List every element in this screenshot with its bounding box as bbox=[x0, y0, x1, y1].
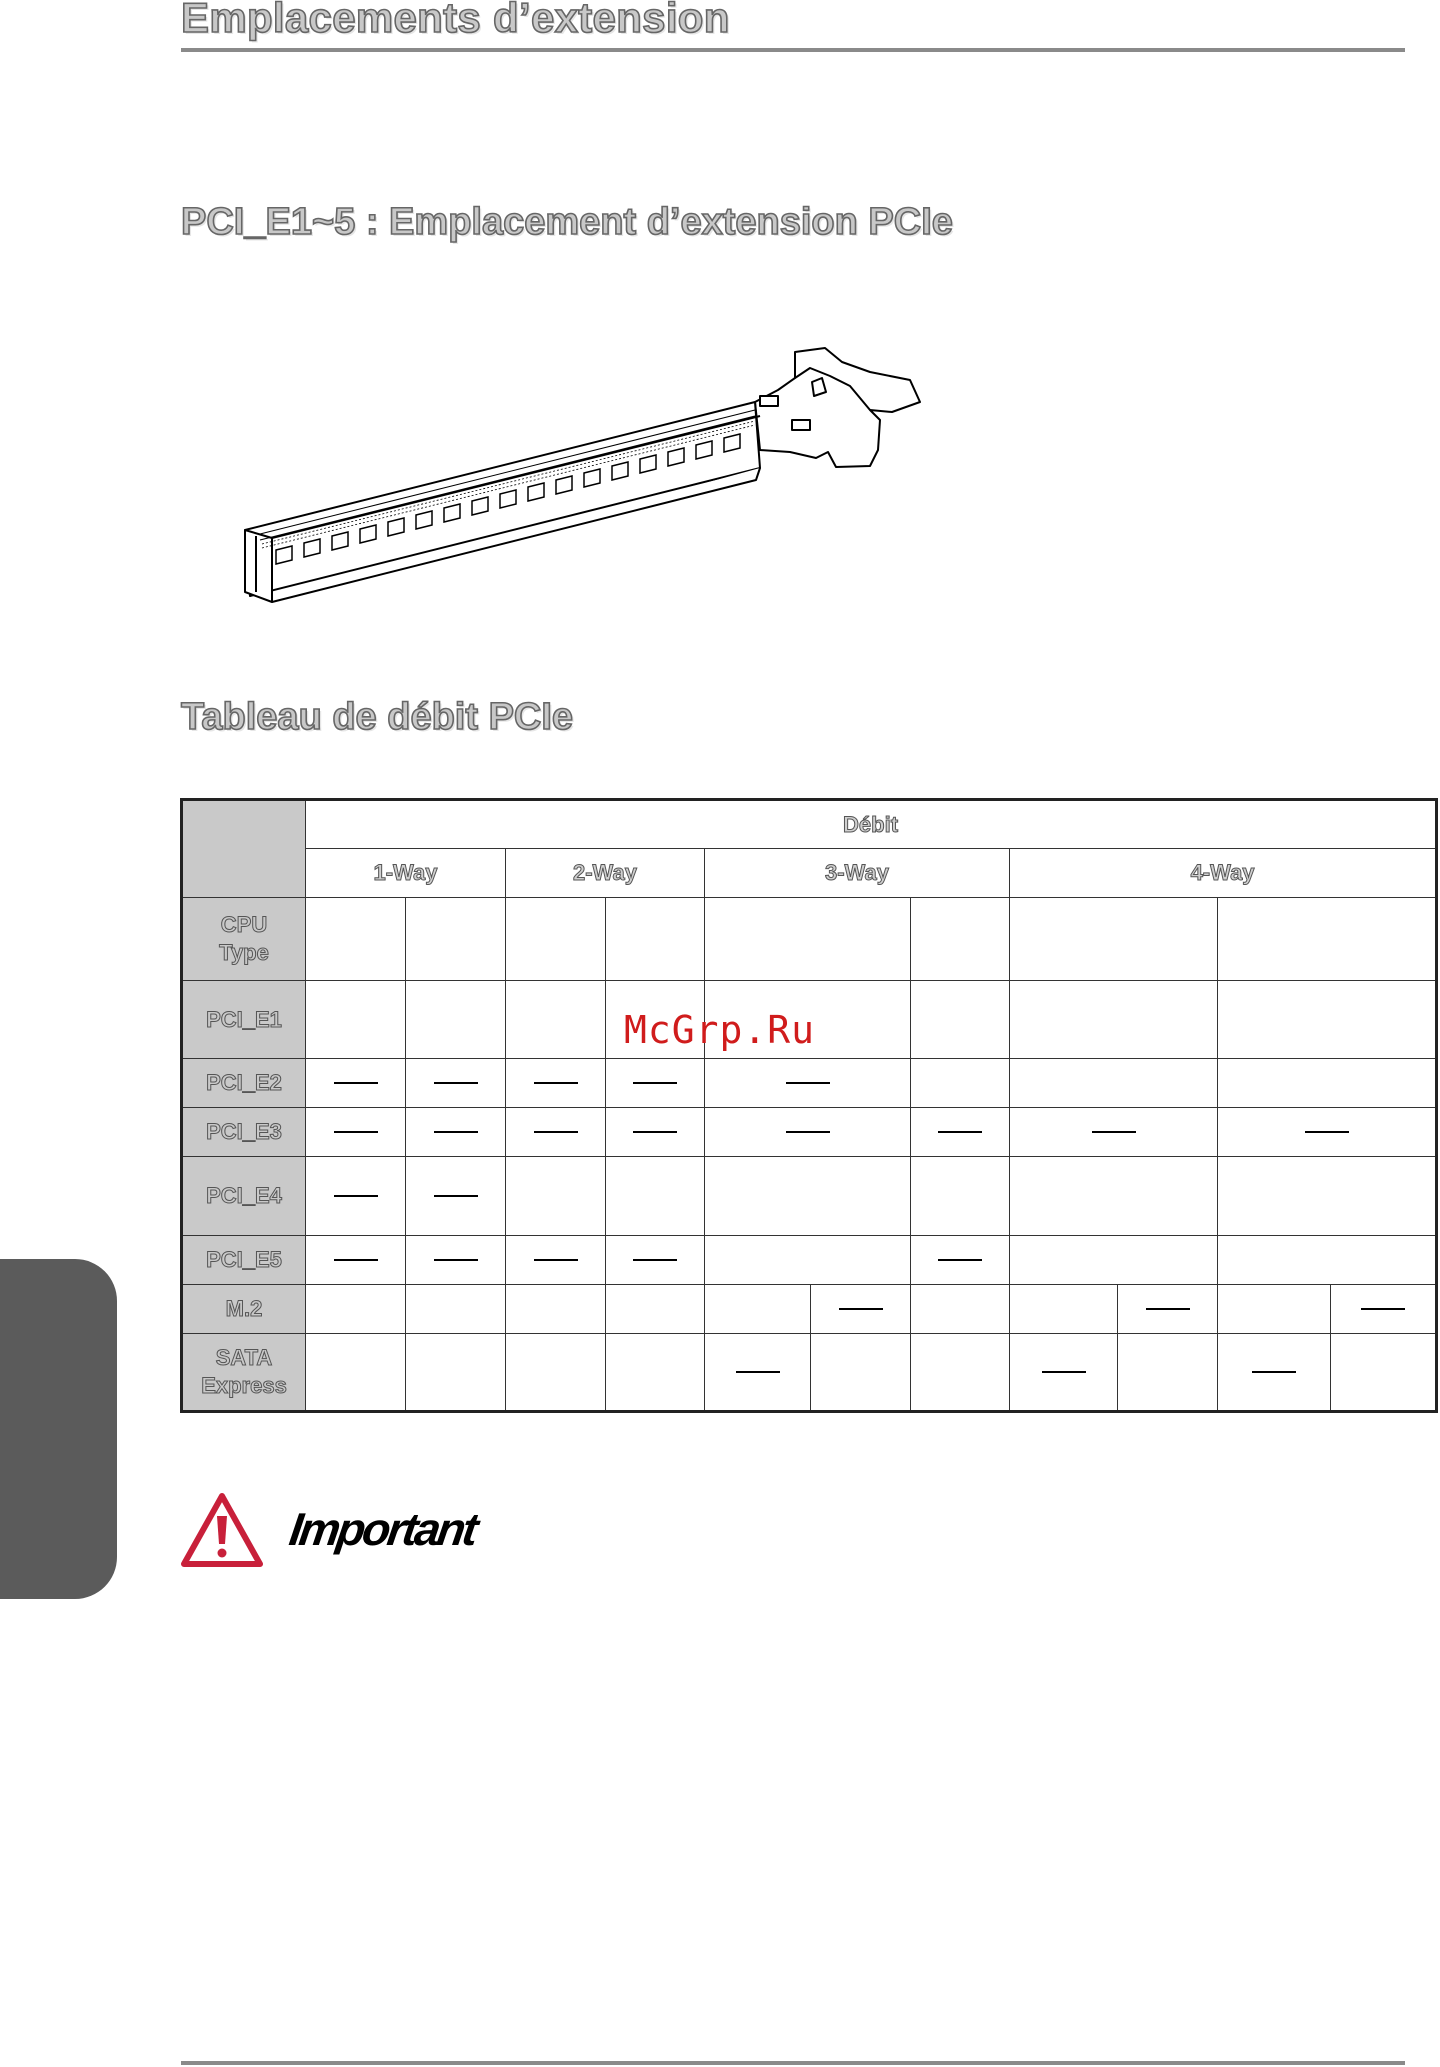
table-row bbox=[182, 1285, 1437, 1334]
watermark-text: McGrp.Ru bbox=[624, 1008, 816, 1052]
dash-mark bbox=[334, 1195, 378, 1197]
dash-mark bbox=[1042, 1371, 1086, 1373]
dash-mark bbox=[434, 1195, 478, 1197]
chapter-tab bbox=[0, 1259, 117, 1599]
dash-mark bbox=[1146, 1308, 1190, 1310]
way-header: 4-Way bbox=[1010, 849, 1437, 898]
dash-mark bbox=[1092, 1131, 1136, 1133]
row-header-pci-e3: PCI_E3 bbox=[182, 1108, 306, 1157]
page-title: Emplacements d’extension bbox=[181, 0, 730, 41]
row-header-pci-e4: PCI_E4 bbox=[182, 1157, 306, 1236]
dash-mark bbox=[1361, 1308, 1405, 1310]
table-row bbox=[182, 1108, 1437, 1157]
dash-mark bbox=[786, 1131, 830, 1133]
table-row bbox=[182, 1334, 1437, 1412]
slot-section-heading: PCI_E1~5 : Emplacement d’extension PCIe bbox=[181, 201, 953, 243]
table-row bbox=[182, 1059, 1437, 1108]
dash-mark bbox=[334, 1082, 378, 1084]
dash-mark bbox=[434, 1259, 478, 1261]
table-row bbox=[182, 1157, 1437, 1236]
dash-mark bbox=[334, 1131, 378, 1133]
dash-mark bbox=[633, 1259, 677, 1261]
way-header: 1-Way bbox=[306, 849, 506, 898]
dash-mark bbox=[1252, 1371, 1296, 1373]
way-header: 2-Way bbox=[506, 849, 705, 898]
dash-mark bbox=[334, 1259, 378, 1261]
row-header-pci-e2: PCI_E2 bbox=[182, 1059, 306, 1108]
dash-mark bbox=[434, 1082, 478, 1084]
dash-mark bbox=[938, 1131, 982, 1133]
dash-mark bbox=[534, 1259, 578, 1261]
way-header: 3-Way bbox=[705, 849, 1010, 898]
table-row bbox=[182, 898, 1437, 981]
dash-mark bbox=[938, 1259, 982, 1261]
dash-mark bbox=[736, 1371, 780, 1373]
footer-divider bbox=[181, 2061, 1405, 2065]
dash-mark bbox=[434, 1131, 478, 1133]
table-corner-cell bbox=[182, 800, 306, 898]
title-divider bbox=[181, 48, 1405, 52]
dash-mark bbox=[633, 1131, 677, 1133]
dash-mark bbox=[633, 1082, 677, 1084]
pcie-bandwidth-table bbox=[180, 798, 1438, 1413]
dash-mark bbox=[534, 1082, 578, 1084]
dash-mark bbox=[786, 1082, 830, 1084]
dash-mark bbox=[534, 1131, 578, 1133]
row-header-cpu-type: CPU Type bbox=[182, 898, 306, 981]
important-label: Important bbox=[286, 1503, 479, 1555]
table-row bbox=[182, 1236, 1437, 1285]
debit-header: Débit bbox=[306, 800, 1437, 849]
dash-mark bbox=[839, 1308, 883, 1310]
warning-triangle-icon bbox=[180, 1490, 264, 1570]
row-header-pci-e1: PCI_E1 bbox=[182, 981, 306, 1059]
row-header-pci-e5: PCI_E5 bbox=[182, 1236, 306, 1285]
row-header-m2: M.2 bbox=[182, 1285, 306, 1334]
pcie-slot-illustration bbox=[230, 340, 930, 620]
dash-mark bbox=[1305, 1131, 1349, 1133]
table-section-heading: Tableau de débit PCIe bbox=[181, 696, 574, 738]
row-header-sata-express: SATA Express bbox=[182, 1334, 306, 1412]
